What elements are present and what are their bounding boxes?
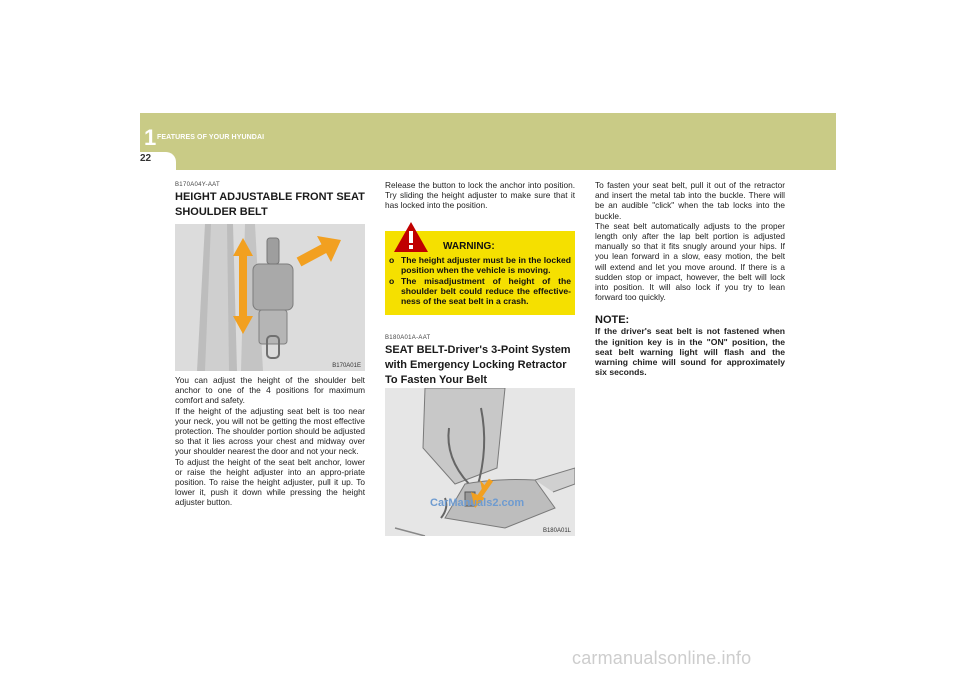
warning-item bbox=[389, 255, 571, 275]
height-adjuster-illustration bbox=[175, 224, 365, 371]
section-heading: HEIGHT ADJUSTABLE FRONT SEAT SHOULDER BELT bbox=[175, 191, 365, 218]
column-height-adjuster bbox=[175, 180, 365, 508]
chapter-number: 1 bbox=[144, 125, 157, 150]
figure-caption: B180A01L bbox=[542, 527, 571, 534]
paragraph: Release the button to lock the anchor into position. Try sliding the height adjuster to make sure that it has locked into the position. bbox=[385, 180, 575, 211]
warning-item-text: The misadjustment of height of the shoulder belt could reduce the effective-ness of the seat belt in a crash. bbox=[401, 276, 571, 307]
fasten-belt-figure bbox=[385, 388, 575, 536]
figure-caption: B170A01E bbox=[332, 363, 361, 369]
paragraph: If the height of the adjusting seat belt is too near your neck, you will not be getting the most effective protection. The shoulder portion should be adjusted so that it lies across your chest and midway over your shoulder nearest the door and not your neck. bbox=[175, 405, 365, 457]
column-warning-and-seatbelt bbox=[385, 180, 575, 536]
section-subheading: To Fasten Your Belt bbox=[385, 373, 488, 386]
height-adjuster-figure bbox=[175, 224, 365, 371]
header-band bbox=[140, 113, 836, 170]
section-code: B180A01A-AAT bbox=[385, 334, 431, 341]
bullet: o bbox=[389, 254, 395, 265]
paragraph: You can adjust the height of the shoulder belt anchor to one of the 4 positions for maximum comfort and safety. bbox=[175, 375, 365, 406]
column-fasten-instructions bbox=[595, 180, 785, 377]
bullet: o bbox=[389, 276, 395, 287]
paragraph: To fasten your seat belt, pull it out of the retractor and insert the metal tab into the buckle. There will be an audible "click" when the tab locks into the buckle. bbox=[595, 180, 785, 221]
warning-title: WARNING: bbox=[443, 240, 495, 252]
note-text: If the driver's seat belt is not fastened when the ignition key is in the "ON" position, the seat belt warning light will flash and the warning chime will sound for approximately six seconds. bbox=[595, 326, 785, 378]
paragraph: The seat belt automatically adjusts to the proper length only after the lap belt portion is adjusted manually so that it fits snugly around your hips. If you lean forward in a slow, easy motion, the belt will extend and let you move around. If there is a sudden stop or impact, however, the belt will lock into position. It will also lock if you try to lean forward too quickly. bbox=[595, 220, 785, 303]
section-code: B170A04Y-AAT bbox=[175, 182, 220, 188]
warning-item-text: The height adjuster must be in the locked position when the vehicle is moving. bbox=[401, 254, 571, 275]
section-heading: SEAT BELT-Driver's 3-Point System with Emergency Locking Retractor bbox=[385, 343, 571, 371]
warning-list bbox=[389, 255, 571, 308]
chapter-title: FEATURES OF YOUR HYUNDAI bbox=[157, 134, 265, 141]
paragraph: To adjust the height of the seat belt anchor, lower or raise the height adjuster into an appro-priate position. To raise the height adjuster, pull it up. To lower it, push it down while pressing the height adjuster button. bbox=[175, 456, 365, 508]
warning-item bbox=[389, 276, 571, 307]
warning-box bbox=[385, 231, 575, 315]
fasten-belt-illustration bbox=[385, 388, 575, 536]
figure-watermark: CarManuals2.com bbox=[430, 497, 525, 509]
footer-watermark: carmanualsonline.info bbox=[572, 648, 752, 668]
note-title: NOTE: bbox=[595, 314, 630, 327]
warning-triangle-icon bbox=[393, 221, 429, 253]
page-number: 22 bbox=[140, 153, 152, 164]
